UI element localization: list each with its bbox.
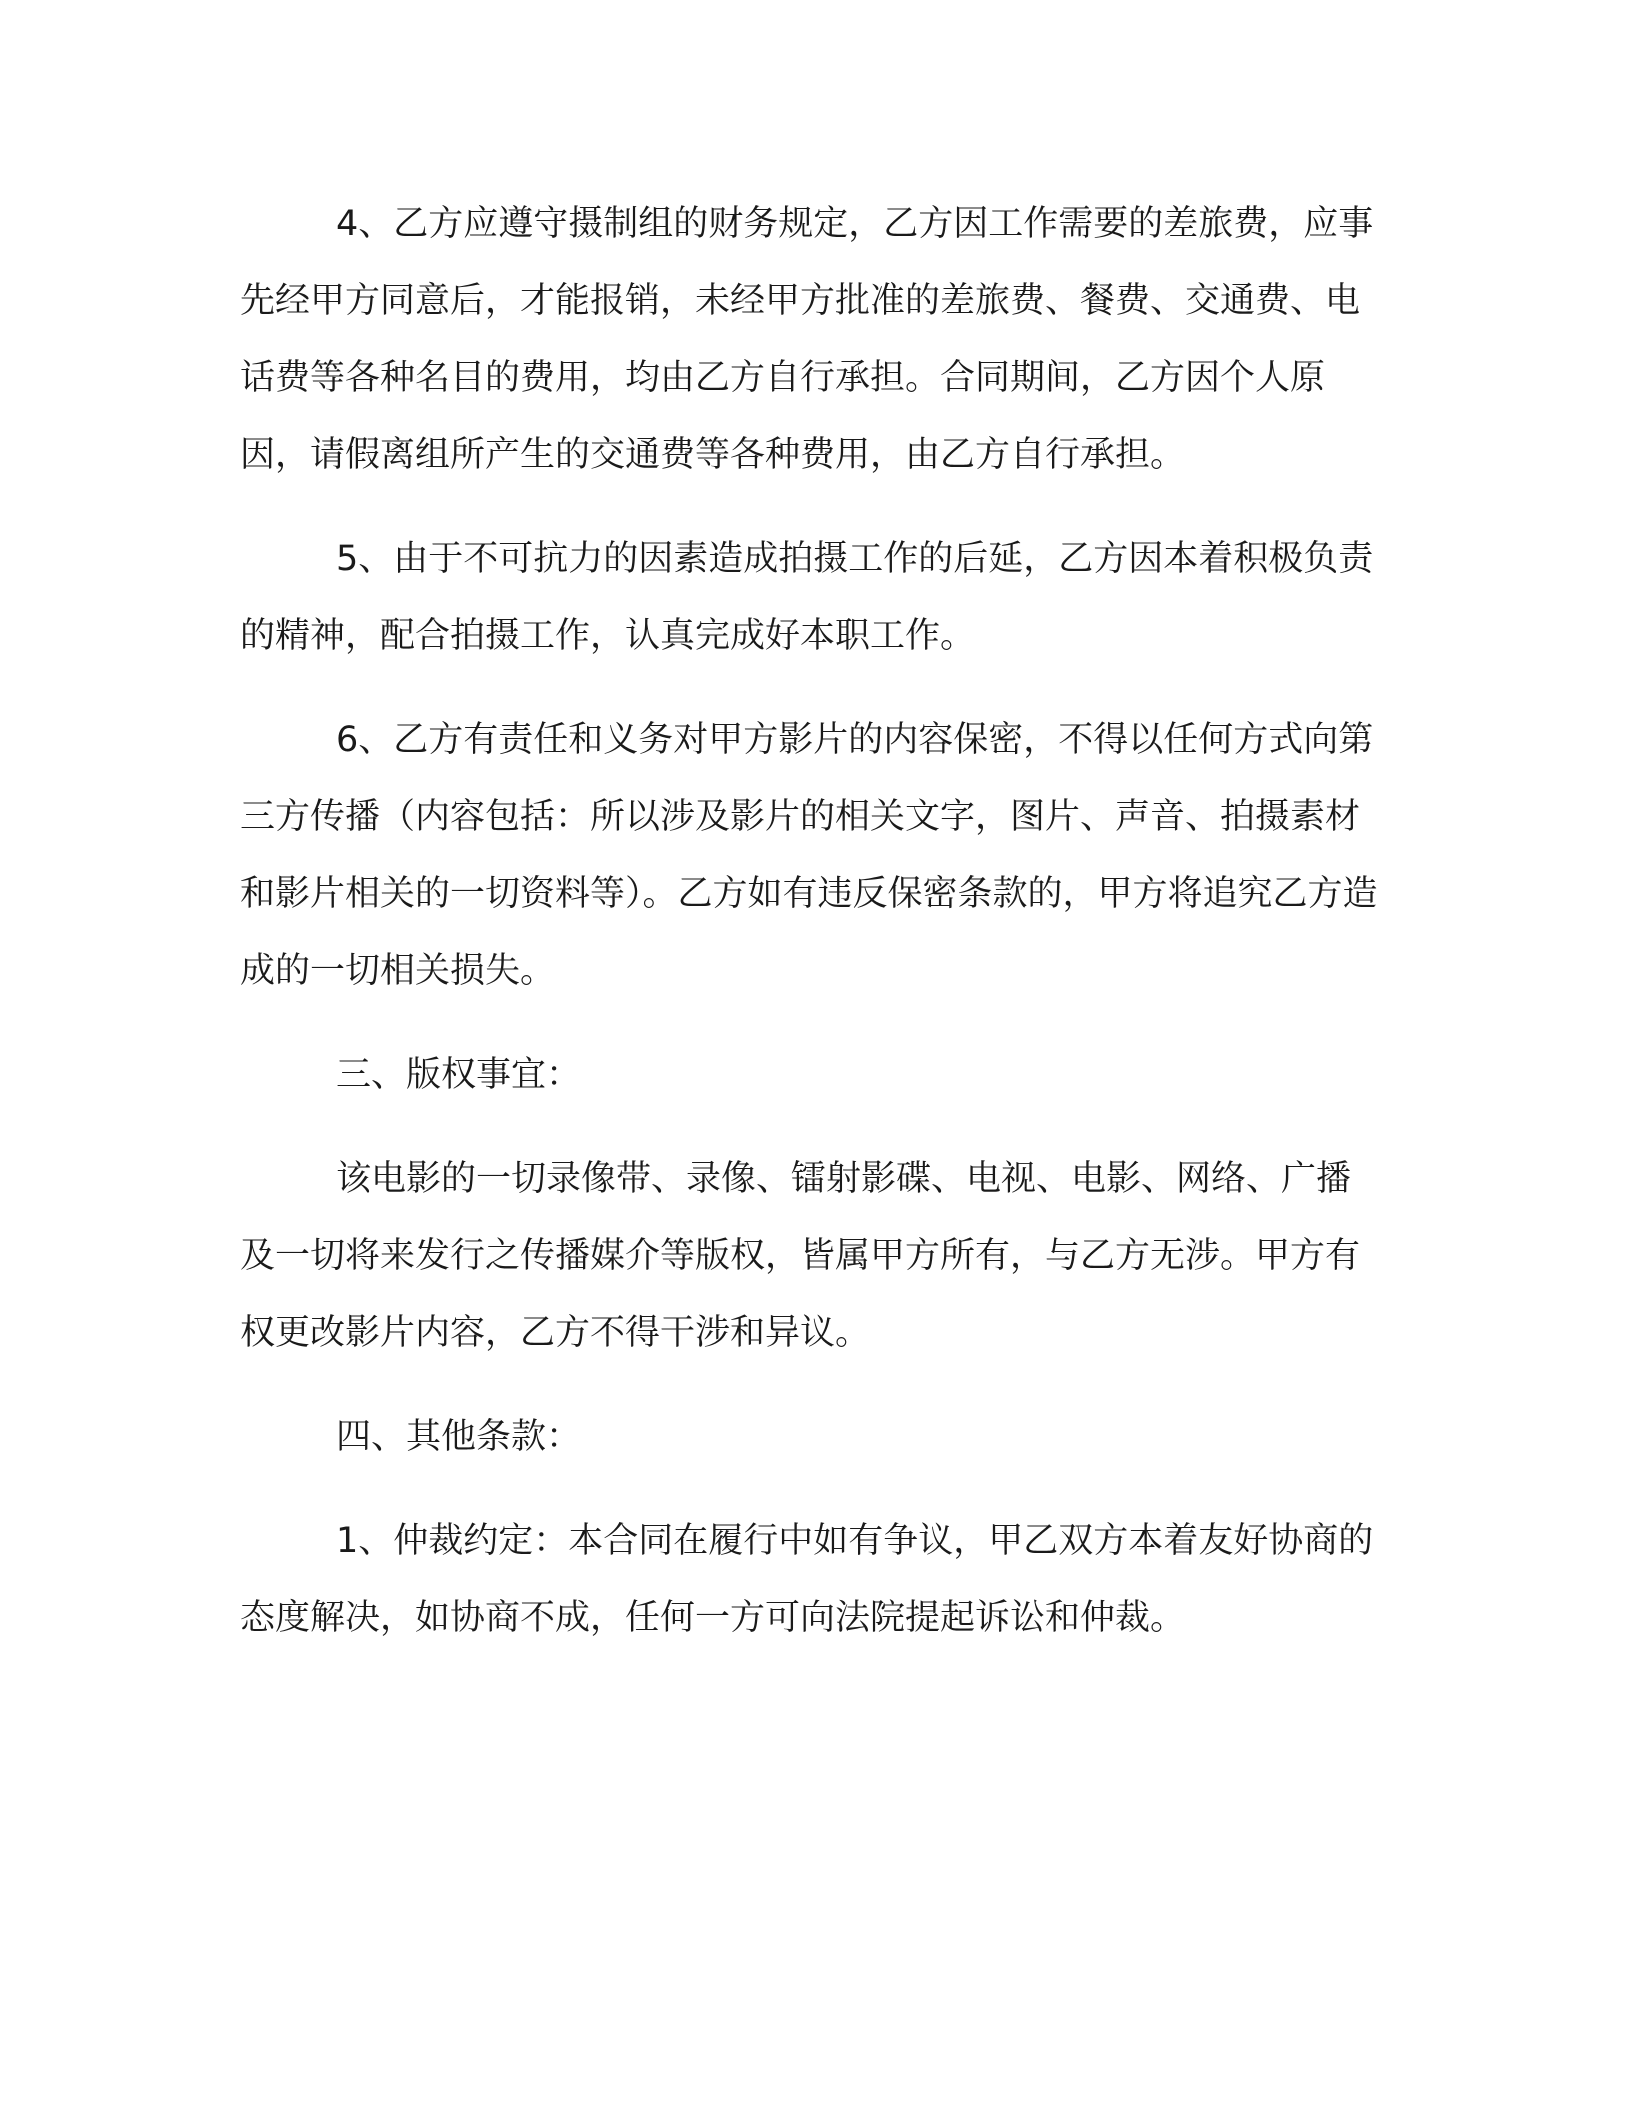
arbitration-paragraph: 1、仲裁约定：本合同在履行中如有争议，甲乙双方本着友好协商的态度解决，如协商不成，任何一方可向法院提起诉讼和仲裁。 <box>240 1521 1374 1638</box>
clause-4-paragraph: 4、乙方应遵守摄制组的财务规定，乙方因工作需要的差旅费，应事先经甲方同意后，才能报销，未经甲方批准的差旅费、餐费、交通费、电话费等各种名目的费用，均由乙方自行承担。合同期间，乙方因个人原因，请假离组所产生的交通费等各种费用，由乙方自行承担。 <box>240 204 1374 475</box>
clause-6-paragraph: 6、乙方有责任和义务对甲方影片的内容保密，不得以任何方式向第三方传播（内容包括：所以涉及影片的相关文字，图片、声音、拍摄素材和影片相关的一切资料等）。乙方如有违反保密条款的，甲方将追究乙方造成的一切相关损失。 <box>240 720 1378 991</box>
copyright-paragraph: 该电影的一切录像带、录像、镭射影碟、电视、电影、网络、广播及一切将来发行之传播媒介等版权，皆属甲方所有，与乙方无涉。甲方有权更改影片内容，乙方不得干涉和异议。 <box>240 1159 1361 1353</box>
section-3-heading: 三、版权事宜： <box>336 1055 582 1095</box>
clause-5-paragraph: 5、由于不可抗力的因素造成拍摄工作的后延，乙方因本着积极负责的精神，配合拍摄工作，认真完成好本职工作。 <box>240 539 1374 656</box>
document-body <box>240 186 1380 1684</box>
section-4-heading: 四、其他条款： <box>336 1417 582 1457</box>
